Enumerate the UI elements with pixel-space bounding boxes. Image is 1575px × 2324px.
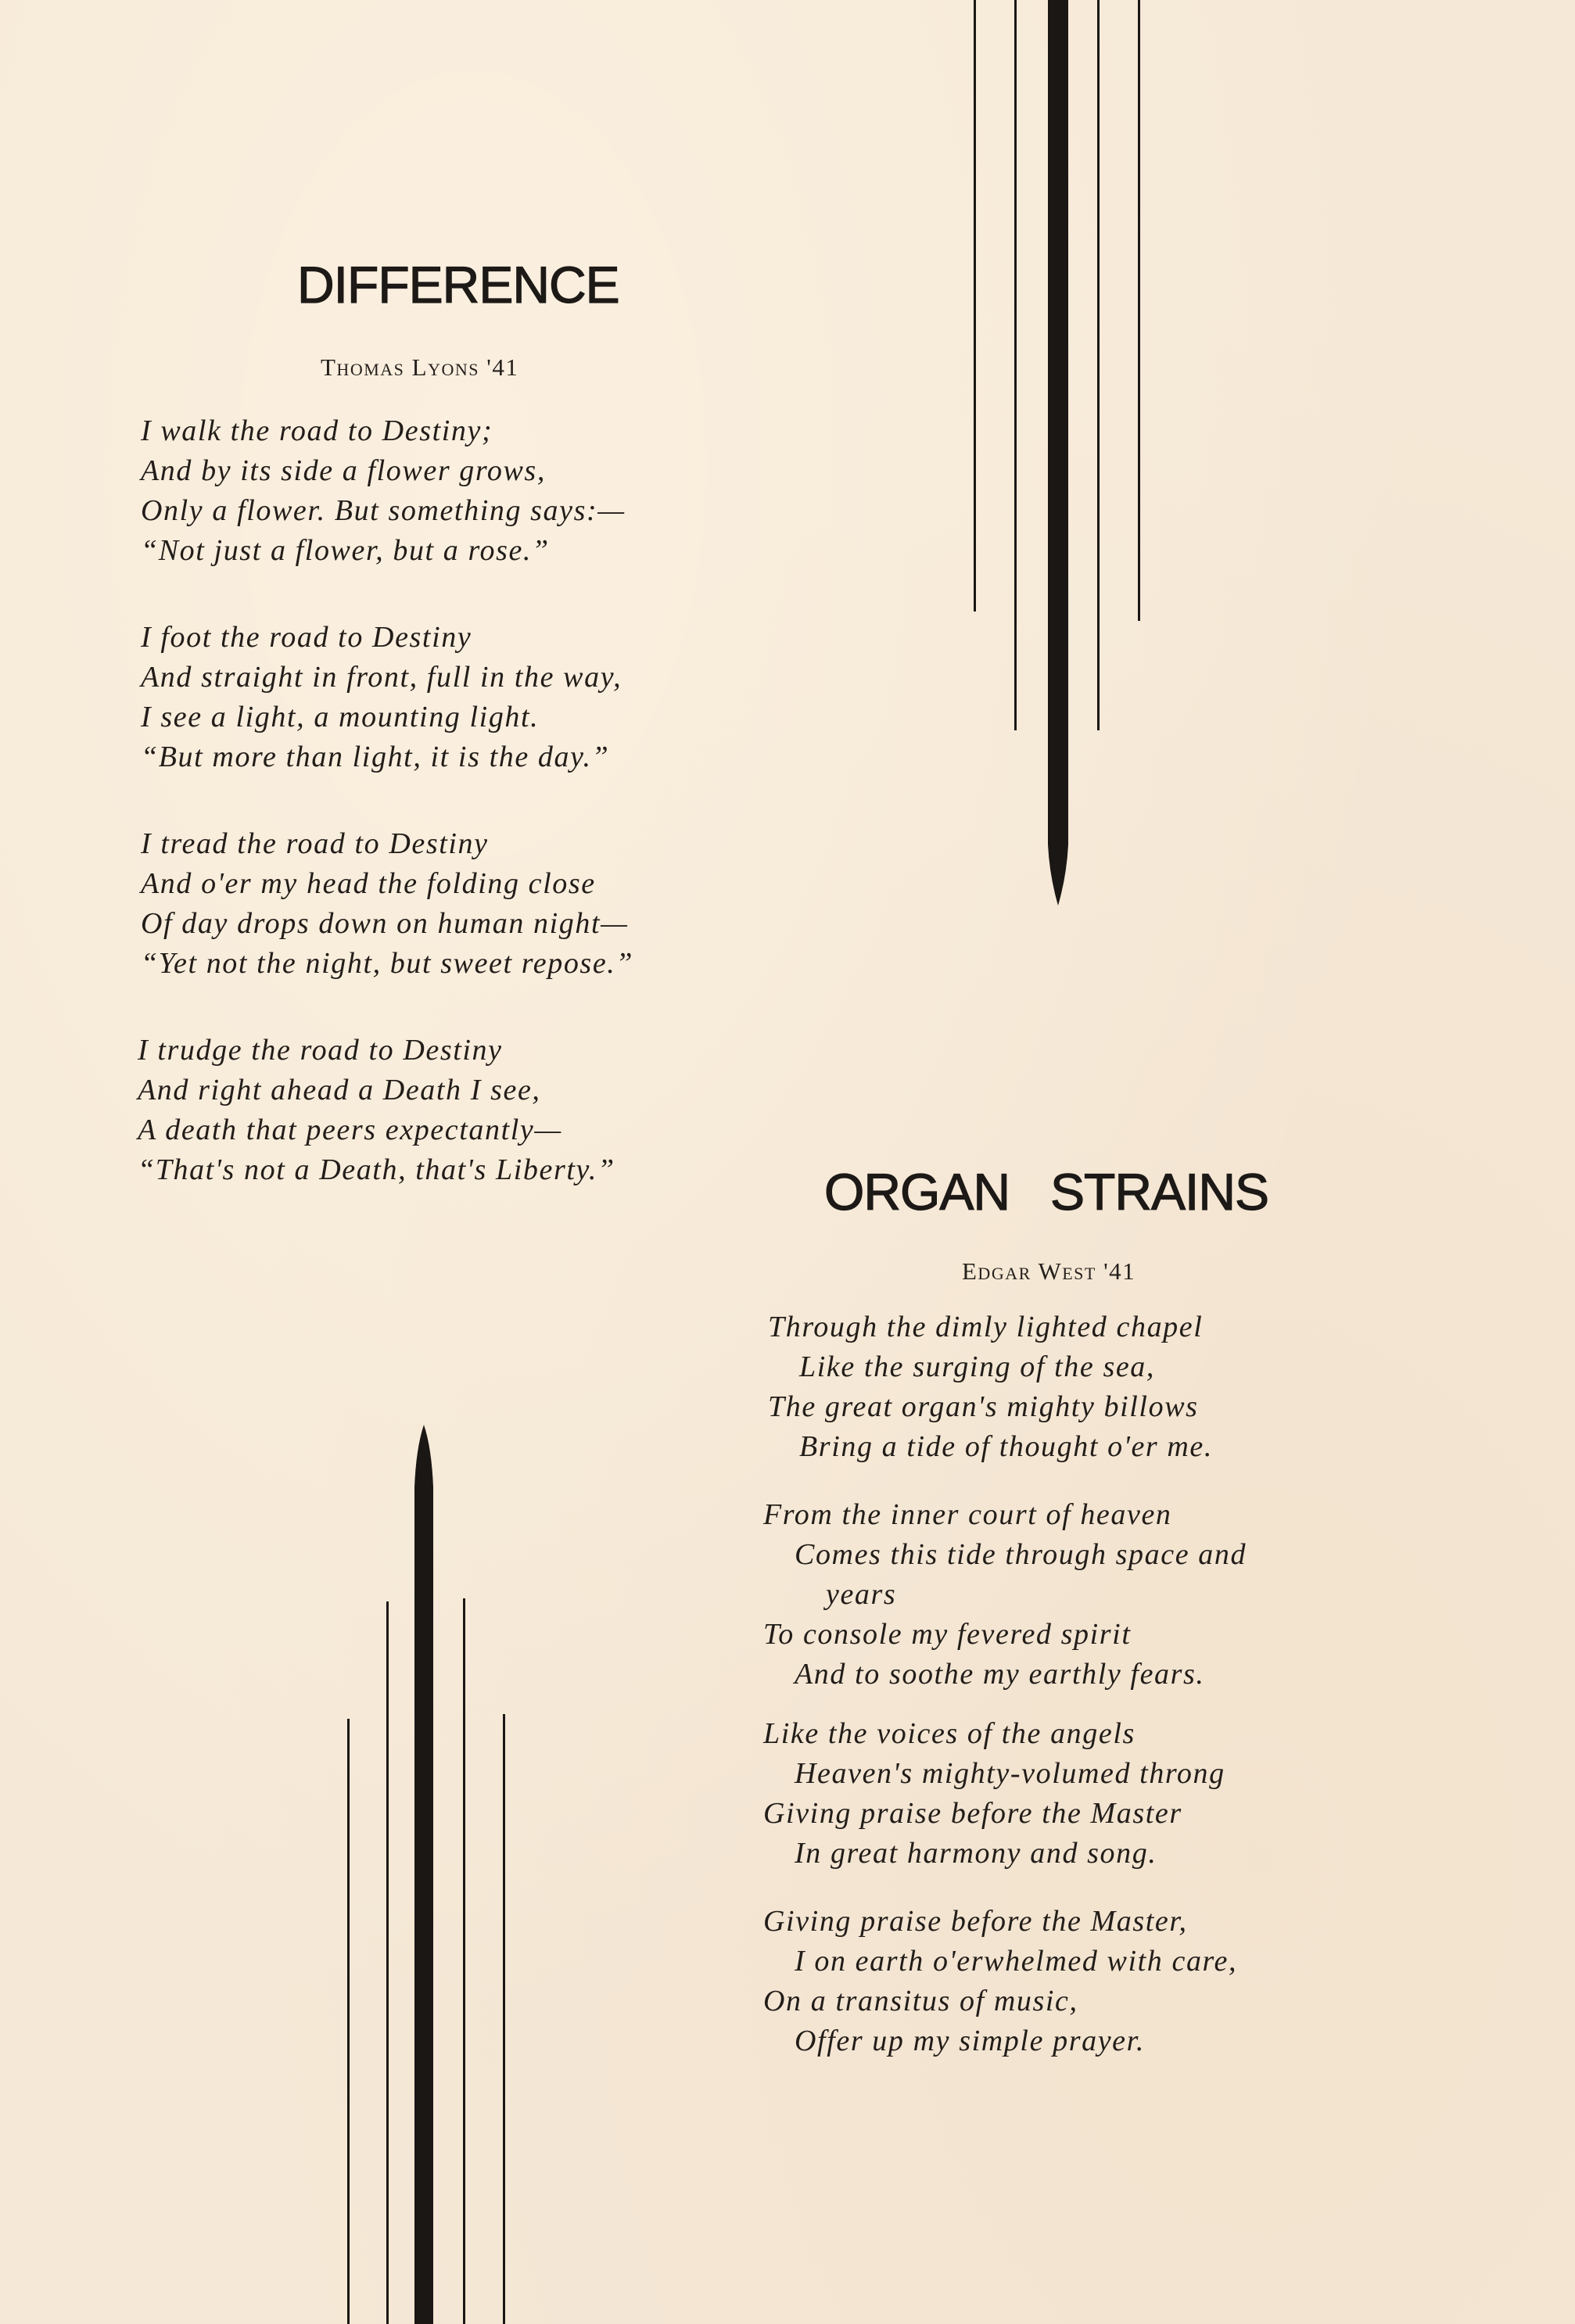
stanza bbox=[141, 618, 622, 777]
poem-line: On a transitus of music, bbox=[763, 1985, 1078, 2017]
poem-line: I foot the road to Destiny bbox=[141, 621, 472, 654]
poem-line: And o'er my head the folding close bbox=[141, 867, 596, 900]
poem-line: I on earth o'erwhelmed with care, bbox=[795, 1945, 1238, 1978]
poem-line: Of day drops down on human night— bbox=[141, 907, 629, 940]
poem-title: DIFFERENCE bbox=[297, 256, 619, 314]
poem-line: From the inner court of heaven bbox=[763, 1498, 1172, 1531]
rule-line bbox=[1097, 0, 1100, 730]
poem-line: I see a light, a mounting light. bbox=[141, 701, 540, 733]
rule-line bbox=[1138, 0, 1140, 621]
poem-line: “That's not a Death, that's Liberty.” bbox=[138, 1153, 615, 1186]
poem-line: I tread the road to Destiny bbox=[141, 827, 489, 860]
poem-line: To console my fevered spirit bbox=[763, 1618, 1132, 1651]
poem-line: Bring a tide of thought o'er me. bbox=[799, 1430, 1214, 1463]
spike-ornament-down bbox=[1045, 0, 1071, 906]
stanza bbox=[763, 1495, 1247, 1695]
poem-line: I trudge the road to Destiny bbox=[138, 1034, 503, 1067]
poem-line: And to soothe my earthly fears. bbox=[795, 1658, 1205, 1691]
rule-line bbox=[463, 1598, 465, 2324]
poem-line: And straight in front, full in the way, bbox=[141, 661, 622, 694]
poem-line: Offer up my simple prayer. bbox=[795, 2025, 1145, 2057]
poem-byline: Edgar West '41 bbox=[962, 1257, 1136, 1285]
poem-line: In great harmony and song. bbox=[795, 1837, 1157, 1870]
stanza bbox=[763, 1714, 1225, 1874]
poem-line: Only a flower. But something says:— bbox=[141, 494, 626, 527]
rule-line bbox=[1014, 0, 1017, 730]
poem-line: Like the surging of the sea, bbox=[799, 1350, 1156, 1383]
stanza bbox=[138, 1031, 615, 1190]
poem-line: “Yet not the night, but sweet repose.” bbox=[141, 947, 634, 980]
poem-line: I walk the road to Destiny; bbox=[141, 414, 493, 447]
stanza bbox=[141, 824, 633, 984]
rule-line bbox=[386, 1601, 389, 2324]
poem-line: Giving praise before the Master bbox=[763, 1797, 1182, 1830]
rule-line bbox=[974, 0, 976, 611]
stanza bbox=[763, 1902, 1237, 2061]
poem-line: Heaven's mighty-volumed throng bbox=[795, 1757, 1225, 1790]
poem-line: Giving praise before the Master, bbox=[763, 1905, 1188, 1938]
poem-title: ORGAN STRAINS bbox=[824, 1163, 1269, 1221]
stanza bbox=[141, 411, 626, 571]
poem-line: And right ahead a Death I see, bbox=[138, 1074, 541, 1106]
stanza bbox=[768, 1307, 1213, 1467]
rule-line bbox=[503, 1714, 505, 2324]
poem-line: Through the dimly lighted chapel bbox=[768, 1311, 1204, 1343]
poem-line: And by its side a flower grows, bbox=[141, 454, 546, 487]
poem-line: “Not just a flower, but a rose.” bbox=[141, 534, 550, 567]
rule-line bbox=[347, 1719, 350, 2324]
poem-line: The great organ's mighty billows bbox=[768, 1390, 1199, 1423]
poem-line: Like the voices of the angels bbox=[763, 1717, 1136, 1750]
poem-line: Comes this tide through space and bbox=[795, 1538, 1247, 1571]
poem-line: years bbox=[826, 1578, 897, 1611]
spike-ornament-up bbox=[411, 1425, 436, 2324]
poem-line: “But more than light, it is the day.” bbox=[141, 741, 610, 773]
poem-line: A death that peers expectantly— bbox=[138, 1114, 562, 1146]
poem-byline: Thomas Lyons '41 bbox=[321, 353, 519, 381]
